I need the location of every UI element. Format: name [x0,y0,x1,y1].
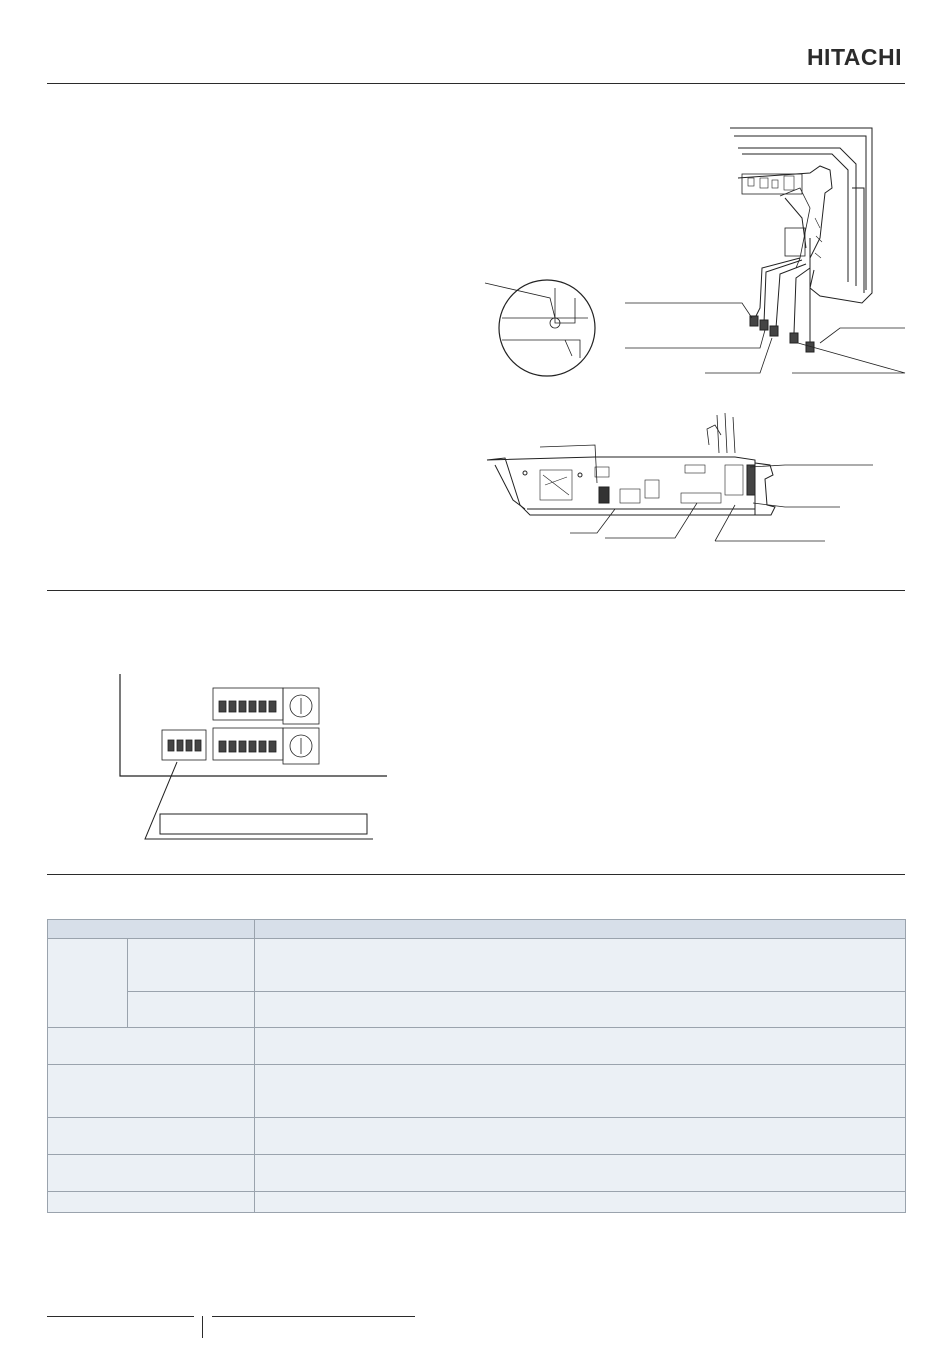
pcb-box-illustration [485,405,885,550]
table-row [48,1155,906,1192]
footer-rule-right [212,1316,415,1317]
table-cell [48,1192,255,1213]
footer-rule-left [47,1316,194,1317]
dip-switch-6pin-upper [213,688,283,720]
table-header-row [48,920,906,939]
table-row [48,1192,906,1213]
table-row [48,1028,906,1065]
table-cell [255,992,906,1028]
dip-switch-4pin [162,730,206,760]
table-row [48,1118,906,1155]
dip-switch-6pin-lower [213,728,283,760]
table-header-cell [48,920,255,939]
table-cell [48,1118,255,1155]
hitachi-logo: HITACHI [806,44,902,70]
header-rule [47,83,905,84]
table-cell [255,1118,906,1155]
table-cell [255,1028,906,1065]
table-cell [48,939,128,1028]
rotary-switch-upper [283,688,319,724]
table-row [48,992,906,1028]
table-cell [48,1028,255,1065]
table-cell [48,1155,255,1192]
table-header-cell [255,920,906,939]
rotary-switch-lower [283,728,319,764]
footer-divider [202,1316,203,1338]
table-row [48,939,906,992]
section-rule-2 [47,874,905,875]
dip-switch-illustration [115,672,390,847]
section-rule-1 [47,590,905,591]
unit-wiring-illustration [480,118,910,383]
dip-switch-settings-table [47,919,906,1213]
table-cell [255,1192,906,1213]
table-row [48,1065,906,1118]
table-cell [255,939,906,992]
table-cell [128,992,255,1028]
table-cell [255,1155,906,1192]
table-cell [255,1065,906,1118]
table-cell [128,939,255,992]
table-cell [48,1065,255,1118]
